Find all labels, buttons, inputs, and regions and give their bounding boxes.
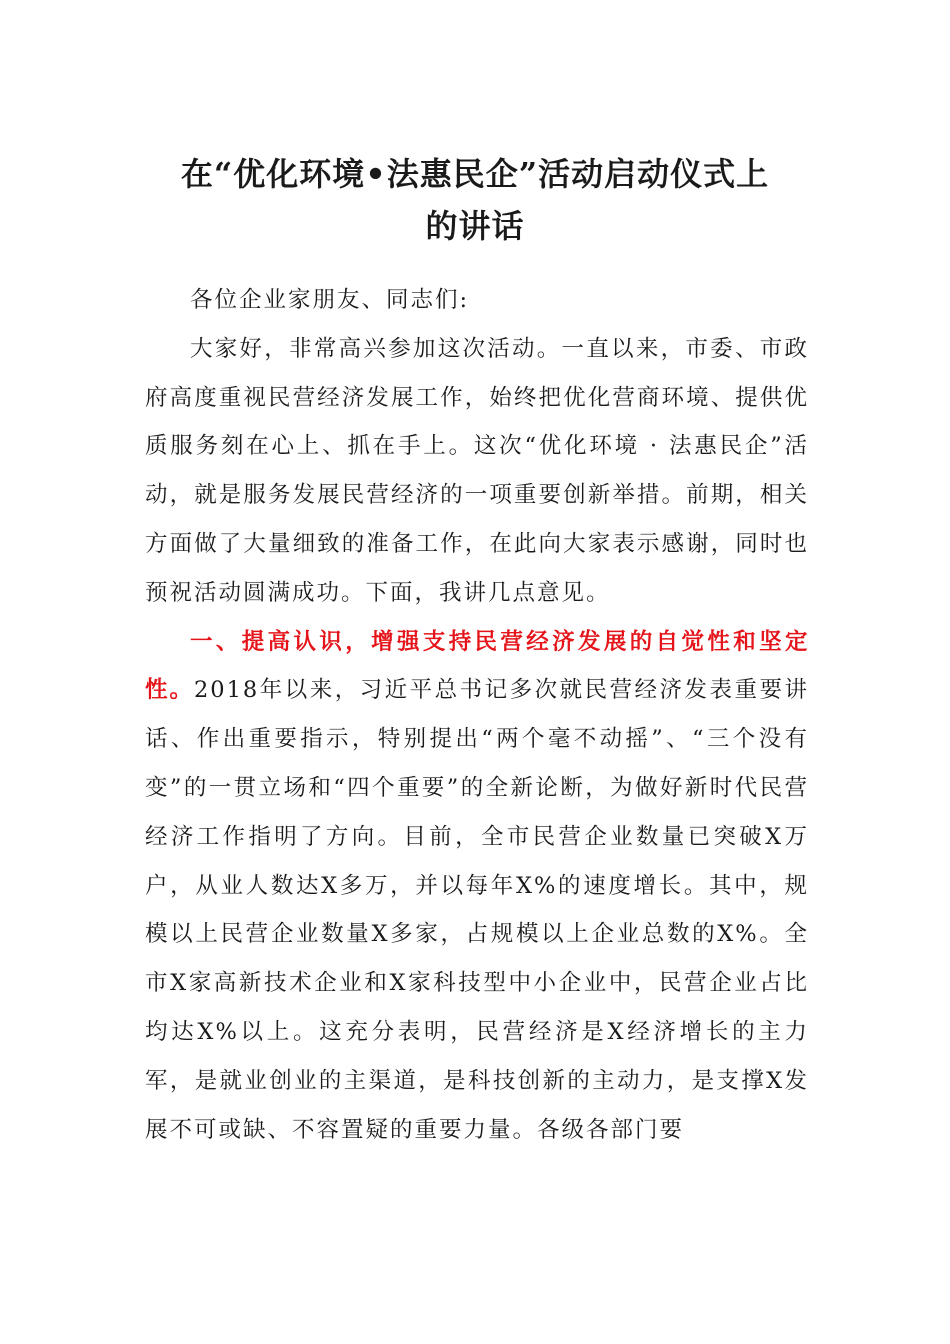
document-title xyxy=(120,148,830,252)
title-line-2: 的讲话 xyxy=(425,207,525,245)
paragraph-intro: 大家好，非常高兴参加这次活动。一直以来，市委、市政府高度重视民营经济发展工作，始终把优化营商环境、提供优质服务刻在心上、抓在手上。这次“优化环境 · 法惠民企”活动，就是服务发展民营经济的一项重要创新举措。前期，相关方面做了大量细致的准备工作，在此向大家表示感谢，同时也预祝活动圆满成功。下面，我讲几点意见。 xyxy=(145,335,809,606)
title-line-1: 在“优化环境•法惠民企”活动启动仪式上 xyxy=(180,155,770,193)
paragraph-section-1 xyxy=(145,618,809,1155)
section-1-heading: 一、提高认识，增强支持民营经济发展的自觉性和坚定性。 xyxy=(145,628,809,704)
section-1-body: 2018年以来，习近平总书记多次就民营经济发表重要讲话、作出重要指示，特别提出“两个毫不动摇”、“三个没有变”的一贯立场和“四个重要”的全新论断，为做好新时代民营经济工作指明了方向。目前，全市民营企业数量已突破X万户，从业人数达X多万，并以每年X%的速度增长。其中，规模以上民营企业数量X多家，占规模以上企业总数的X%。全市X家高新技术企业和X家科技型中小企业中，民营企业占比均达X%以上。这充分表明，民营经济是X经济增长的主力军，是就业创业的主渠道，是科技创新的主动力，是支撑X发展不可或缺、不容置疑的重要力量。各级各部门要 xyxy=(145,677,809,1143)
document-body xyxy=(145,276,809,1154)
salutation: 各位企业家朋友、同志们: xyxy=(190,287,470,313)
